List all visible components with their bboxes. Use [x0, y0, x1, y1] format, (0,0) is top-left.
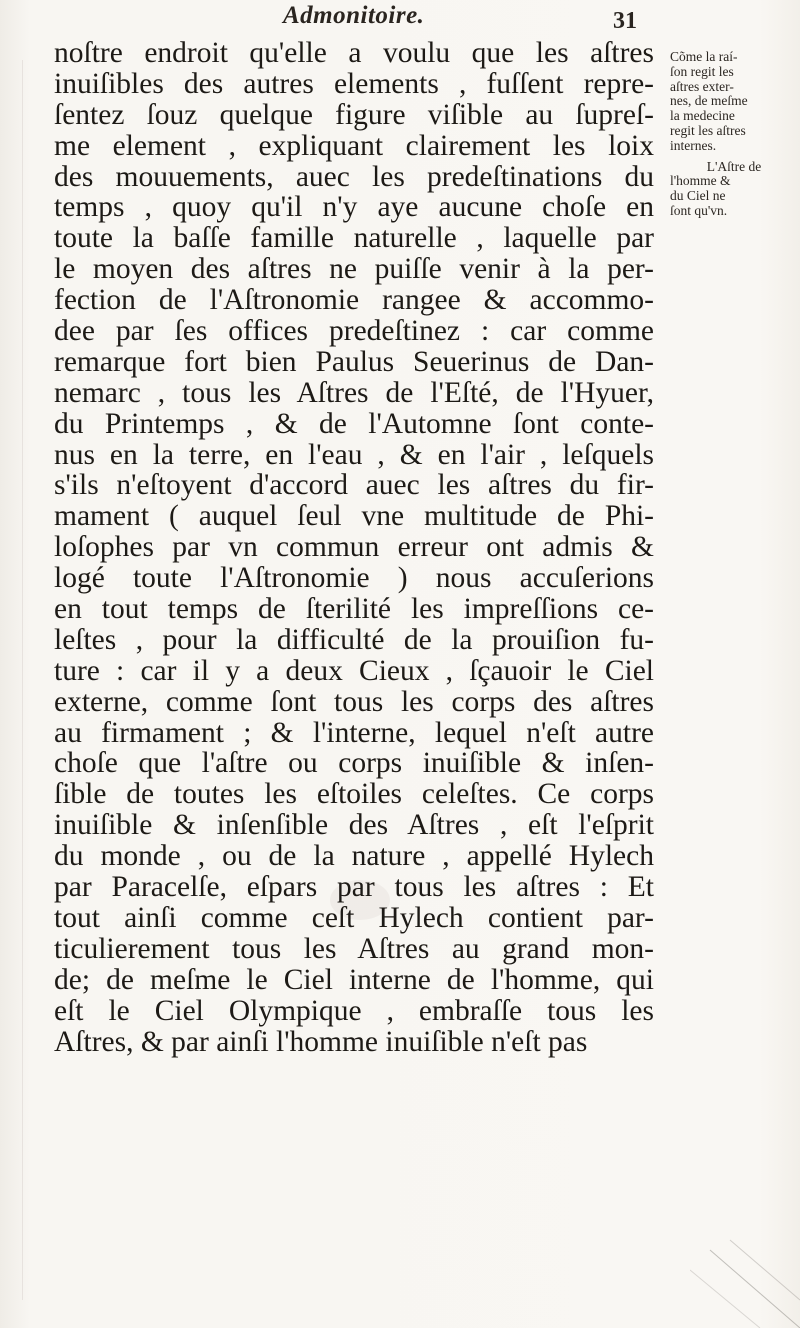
text-line: s'ils n'eſtoyent d'accord auec les aſtres du fir- — [54, 469, 654, 502]
text-line: nemarc , tous les Aſtres de l'Eſté, de l'Hyuer, — [54, 376, 654, 409]
body-text — [54, 38, 654, 1057]
text-line: par Paracelſe, eſpars par tous les aſtres : Et — [54, 871, 654, 904]
text-line: fection de l'Aſtronomie rangee & accommo- — [54, 284, 654, 317]
text-line: le moyen des aſtres ne puiſſe venir à la per- — [54, 253, 654, 286]
text-line: au firmament ; & l'interne, lequel n'eſt autre — [54, 716, 654, 749]
text-line: temps , quoy qu'il n'y aye aucune choſe en — [54, 191, 654, 224]
marginal-note-line: l'homme & — [670, 173, 731, 189]
marginal-note-line: Cõme la raí- — [670, 49, 738, 64]
marginal-note-line: du Ciel ne — [670, 188, 726, 204]
text-line: ticulierement tous les Aſtres au grand mon- — [54, 932, 654, 965]
marginal-note-line: ſon regit les — [670, 63, 734, 79]
text-line: mament ( auquel ſeul vne multitude de Phi- — [54, 500, 654, 533]
text-line: nus en la terre, en l'eau , & en l'air , leſquels — [54, 438, 654, 471]
marginal-notes — [670, 50, 798, 219]
text-line: inuiſibles des autres elements , fuſſent repre- — [54, 67, 654, 100]
text-line: en tout temps de ſterilité les impreſſions ce- — [54, 593, 654, 626]
text-line: de; de meſme le Ciel interne de l'homme, qui — [54, 963, 654, 996]
page-number: 31 — [613, 8, 637, 34]
text-line: Aſtres, & par ainſi l'homme inuiſible n'eſt pas — [54, 1025, 588, 1058]
text-line: loſophes par vn commun erreur ont admis & — [54, 531, 654, 564]
running-title: Admonitoire. — [283, 2, 425, 29]
marginal-note-line: regit les aſtres — [670, 122, 746, 138]
text-line: des mouuements, auec les predeſtinations du — [54, 160, 654, 193]
text-line: externe, comme ſont tous les corps des aſtres — [54, 685, 654, 718]
text-line: me element , expliquant clairement les loix — [54, 129, 654, 162]
marginal-note-astre — [670, 160, 798, 219]
text-line: remarque fort bien Paulus Seuerinus de Dan- — [54, 345, 654, 378]
text-line: eſt le Ciel Olympique , embraſſe tous les — [54, 994, 654, 1027]
text-line: du monde , ou de la nature , appellé Hylech — [54, 840, 654, 873]
running-head — [0, 0, 800, 34]
marginal-note-line: ſont qu'vn. — [670, 202, 728, 218]
text-line: ſentez ſouz quelque figure viſible au ſupreſ- — [54, 98, 654, 131]
text-line: noſtre endroit qu'elle a voulu que les aſtres — [54, 37, 654, 69]
page-corner-fold-marks — [690, 1230, 800, 1328]
text-line: inuiſible & inſenſible des Aſtres , eſt l'eſprit — [54, 809, 654, 842]
text-line: tout ainſi comme ceſt Hylech contient par- — [54, 901, 654, 934]
marginal-note-line: la medecine — [670, 108, 735, 124]
marginal-note-reason — [670, 50, 798, 154]
text-line: ſible de toutes les eſtoiles celeſtes. Ce corps — [54, 778, 654, 811]
text-line: toute la baſſe famille naturelle , laquelle par — [54, 222, 654, 255]
text-line: du Printemps , & de l'Automne ſont conte- — [54, 407, 654, 440]
marginal-note-line: nes, de meſme — [670, 93, 748, 109]
gutter-line — [22, 60, 23, 1300]
text-line: choſe que l'aſtre ou corps inuiſible & inſen- — [54, 747, 654, 780]
text-line: logé toute l'Aſtronomie ) nous accuſerions — [54, 562, 654, 595]
text-line: leſtes , pour la difficulté de la prouiſion fu- — [54, 623, 654, 656]
marginal-note-line: aſtres exter- — [670, 78, 734, 94]
marginal-note-line: internes. — [670, 137, 717, 153]
text-line: ture : car il y a deux Cieux , ſçauoir le Ciel — [54, 654, 654, 687]
text-line: dee par ſes offices predeſtinez : car comme — [54, 315, 654, 348]
marginal-note-line: L'Aſtre de — [706, 158, 762, 174]
